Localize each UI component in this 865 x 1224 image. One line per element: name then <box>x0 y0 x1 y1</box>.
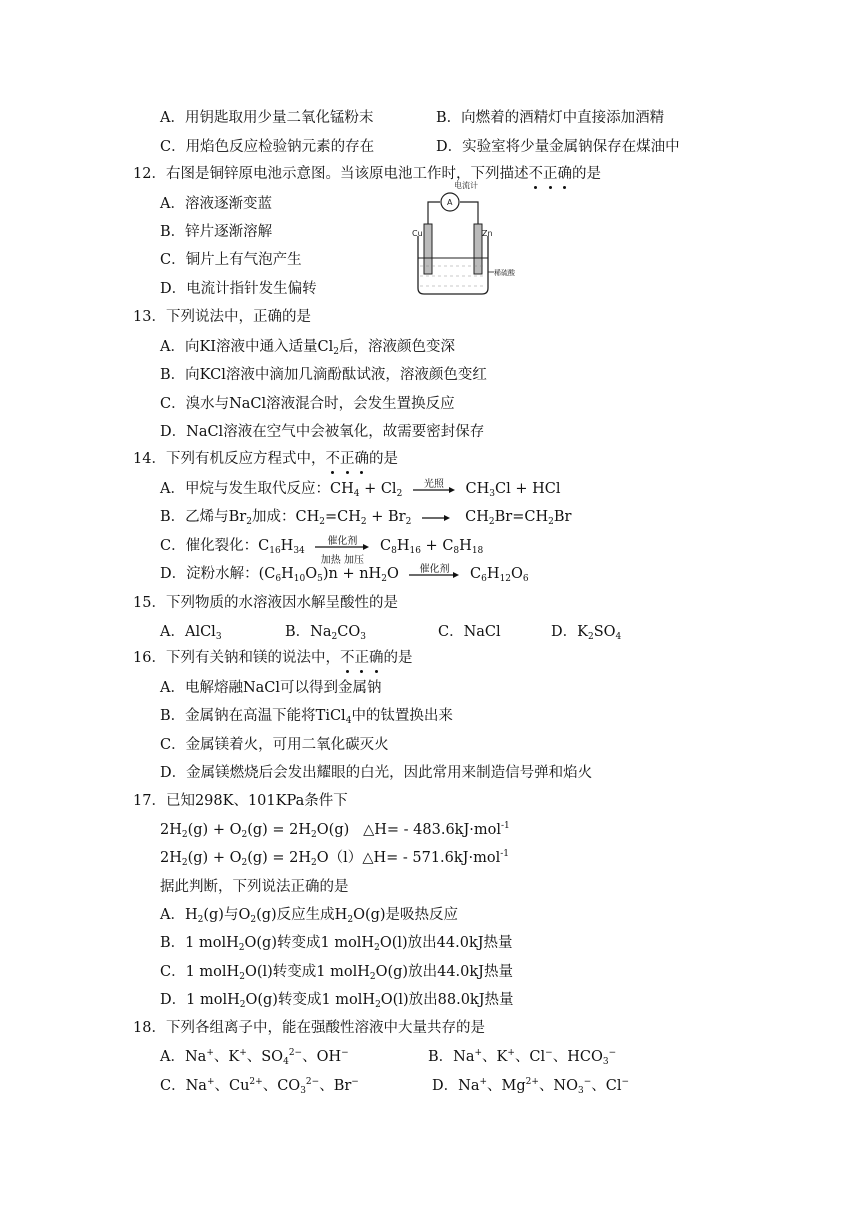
q17-option-d: D．1 molH$_2$O(g)转变成1 molH$_2$O(l)放出88.0kJ热量 <box>160 992 514 1010</box>
q17-stem: 17．已知298K、101KPa条件下 <box>133 793 348 809</box>
cu-electrode-label: Cu <box>412 229 423 238</box>
q16-option-c: C．金属镁着火，可用二氧化碳灭火 <box>160 737 389 753</box>
q12-option-b: B．锌片逐渐溶解 <box>160 224 273 240</box>
q17-option-c: C．1 molH$_2$O(l)转变成1 molH$_2$O(g)放出44.0kJ热量 <box>160 964 513 982</box>
meter-label: 电流计 <box>454 181 478 190</box>
zn-electrode-label: Zn <box>482 229 493 238</box>
q16-stem: 16．下列有关钠和镁的说法中，不正确的是 <box>133 650 413 666</box>
q14-option-a: A．甲烷与发生取代反应：$CH_4 + Cl_2$ 光照 $CH_3Cl$ + HCl <box>160 479 561 499</box>
q15-stem: 15．下列物质的水溶液因水解呈酸性的是 <box>133 595 398 611</box>
q11-option-a: A．用钥匙取用少量二氧化锰粉末 <box>160 110 374 126</box>
q16-option-a: A．电解熔融NaCl可以得到金属钠 <box>160 680 382 696</box>
q11-option-b: B．向燃着的酒精灯中直接添加酒精 <box>436 110 665 126</box>
q17-option-b: B．1 molH$_2$O(g)转变成1 molH$_2$O(l)放出44.0kJ热量 <box>160 935 513 953</box>
ammeter-symbol: A <box>447 198 453 207</box>
q12-stem: 12．右图是铜锌原电池示意图。当该原电池工作时，下列描述不正确的是 <box>133 166 601 182</box>
q12-option-a: A．溶液逐渐变蓝 <box>160 196 272 212</box>
q14-option-c: C．催化裂化：$C_{16}H_{34}$ 催化剂 加热 加压 $C_8H_{16} + C_8H_{18}$ <box>160 536 484 566</box>
q17-equation-2: $2H_2(g) + O_2(g)$ = $2H_2O(l)\triangle H= - 571.6kJ\cdot mol^{-1}$ <box>160 849 509 868</box>
reaction-arrow-icon: 催化剂 加热 加压 <box>315 536 369 556</box>
reaction-arrow-icon: 光照 <box>413 479 455 499</box>
q17-judge: 据此判断，下列说法正确的是 <box>160 879 349 895</box>
q13-option-c: C．溴水与NaCl溶液混合时，会发生置换反应 <box>160 396 455 412</box>
q15-option-d: D．$K_2SO_4$ <box>551 624 622 642</box>
q18-option-d: D．Na+、$Mg^{2+}$、$NO_3^-$、Cl− <box>432 1077 630 1096</box>
q13-option-b: B．向KCl溶液中滴加几滴酚酞试液，溶液颜色变红 <box>160 367 487 383</box>
q13-option-a: A．向KI溶液中通入适量$Cl_2$后，溶液颜色变深 <box>160 339 455 357</box>
q18-option-c: C．Na+、$Cu^{2+}$、$CO_3^{2-}$、Br− <box>160 1077 359 1096</box>
q18-option-a: A．Na+、K+、$SO_4^{2-}$、OH− <box>160 1048 349 1067</box>
q15-option-a: A．AlCl$_3$ <box>160 624 222 642</box>
q17-option-a: A．$H_2(g)$与$O_2(g)$反应生成$H_2O(g)$是吸热反应 <box>160 907 459 925</box>
q14-stem: 14．下列有机反应方程式中，不正确的是 <box>133 451 398 467</box>
q11-option-d: D．实验室将少量金属钠保存在煤油中 <box>436 139 680 155</box>
q14-option-b: B．乙烯与$Br_2$加成：$CH_2=CH_2 + Br_2$ $CH_2Br=CH_2Br$ <box>160 509 572 527</box>
zn-electrode <box>474 224 482 274</box>
q13-stem: 13．下列说法中，正确的是 <box>133 309 311 325</box>
q15-option-b: B．$Na_2CO_3$ <box>285 624 366 642</box>
q14-option-d: D．淀粉水解：$(C_6H_{10}O_5)n + nH_2O$ 催化剂 $C_6H_{12}O_6$ <box>160 564 529 584</box>
q13-option-d: D．NaCl溶液在空气中会被氧化，故需要密封保存 <box>160 424 485 440</box>
q18-stem: 18．下列各组离子中，能在强酸性溶液中大量共存的是 <box>133 1020 485 1036</box>
q12-option-c: C．铜片上有气泡产生 <box>160 252 302 268</box>
q12-option-d: D．电流计指针发生偏转 <box>160 281 317 297</box>
cu-electrode <box>424 224 432 274</box>
q15-option-c: C．NaCl <box>438 624 501 640</box>
q11-option-c: C．用焰色反应检验钠元素的存在 <box>160 139 375 155</box>
galvanic-cell-diagram <box>410 180 515 298</box>
q17-equation-1: $2H_2(g) + O_2(g) = 2H_2O(g)$ △H= - 483.6kJ·mol$^{-1}$ <box>160 821 510 840</box>
q18-option-b: B．Na+、K+、Cl−、$HCO_3^-$ <box>428 1048 617 1067</box>
reaction-arrow-icon: 催化剂 <box>409 564 459 584</box>
q16-option-d: D．金属镁燃烧后会发出耀眼的白光，因此常用来制造信号弹和焰火 <box>160 765 593 781</box>
reaction-arrow-icon <box>422 507 450 527</box>
q16-option-b: B．金属钠在高温下能将TiCl$_4$中的钛置换出来 <box>160 708 453 726</box>
solution-label: 稀硫酸 <box>494 269 515 277</box>
